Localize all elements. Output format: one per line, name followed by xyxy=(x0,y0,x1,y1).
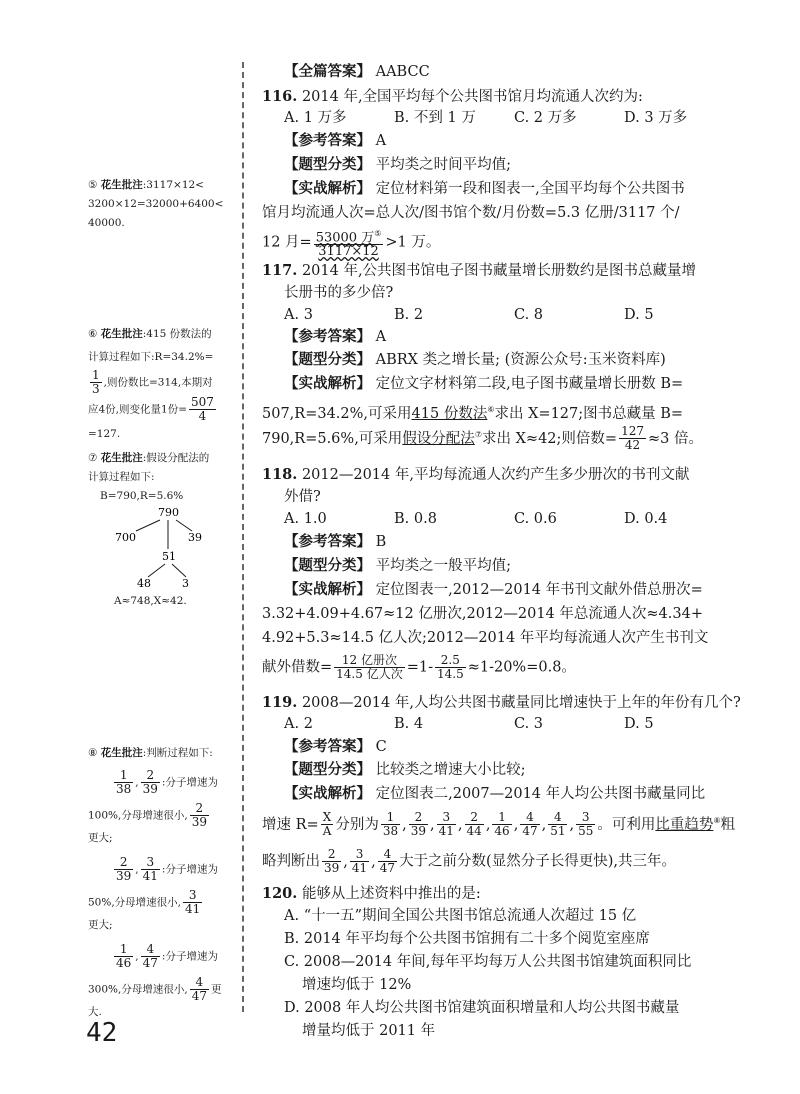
fraction: $\frac{4}{47}$ xyxy=(522,810,538,839)
q120-option-c-2: 增速均低于 12% xyxy=(302,977,412,993)
sidebar-note-6: ⑥ 花生批注:415 份数法的 计算过程如下:R=34.2%= $\frac{1}{3}$ ,则份数比=314,本期对 应4份,则变化量1份= $\frac{507}{4}$ =127. xyxy=(88,328,214,440)
q117-type: 【题型分类】 ABRX 类之增长量; (资源公众号:玉米资料库) xyxy=(284,352,666,368)
q116-answer: 【参考答案】 A xyxy=(284,133,387,149)
fraction: $\frac{3}{41}$ xyxy=(438,810,454,839)
sidebar-note-7-result: A≈748,X≈42. xyxy=(114,595,187,607)
q118-stem-2: 外借? xyxy=(284,489,321,505)
fraction: $\frac{2}{39}$ xyxy=(324,847,340,875)
q118-stem-1: 118. 2012—2014 年,平均每流通人次约产生多少册次的书刊文献 xyxy=(262,466,690,483)
tree-node-top: 790 xyxy=(158,506,179,519)
tree-edge xyxy=(148,564,165,577)
q116-stem: 116. 2014 年,全国平均每个公共图书馆月均流通人次约为: xyxy=(262,88,643,105)
column-divider xyxy=(242,62,244,1012)
q120-option-d-1: D. 2008 年人均公共图书馆建筑面积增量和人均公共图书藏量 xyxy=(284,1000,680,1016)
fraction: $\frac{2}{44}$ xyxy=(466,810,482,839)
q120-option-d-2: 增量均低于 2011 年 xyxy=(302,1023,436,1039)
sidebar-note-8: ⑧ 花生批注:判断过程如下: $\frac{1}{38}$ , $\frac{2}{39}$ :分子增速为 100%,分母增速很小, $\frac{2}{39}$ 更大; $\frac{2}{39}$ , $\frac{3}{41}$ :分子增速为 50%,分母增速很小, $\frac{3}{41}$ 更大; $\frac{1}{46}$ , $\frac{4}{47}$ :分子增速为 300%,分母增速很小, $\frac{4}{47}$ 更 大. xyxy=(88,747,222,1018)
q118-answer: 【参考答案】 B xyxy=(284,534,387,550)
tree-node-bl: 48 xyxy=(137,577,151,590)
fraction: $\frac{4}{51}$ xyxy=(550,810,566,839)
q116-analysis-3: 12 月= $\frac{53000 万^⑤}{3117\times 12}$ >1 万。 xyxy=(262,229,441,260)
fraction: $\frac{1}{38}$ xyxy=(382,810,399,839)
q117-analysis-1: 【实战解析】 定位文字材料第二段,电子图书藏量增长册数 B= xyxy=(284,376,684,392)
q117-answer: 【参考答案】 A xyxy=(284,329,387,345)
q120-option-b: B. 2014 年平均每个公共图书馆拥有二十多个阅览室座席 xyxy=(284,931,650,947)
page-number: 42 xyxy=(86,1018,118,1048)
q120-stem: 120. 能够从上述资料中推出的是: xyxy=(262,885,481,902)
q120-option-a: A. “十一五”期间全国公共图书馆总流通人次超过 15 亿 xyxy=(284,908,637,924)
tree-edge xyxy=(176,520,192,531)
q119-analysis-2: 增速 R= $\frac{X}{A}$ 分别为 $\frac{1}{38}$ , $\frac{2}{39}$ , $\frac{3}{41}$ , $\frac{2}{44}$ , $\frac{1}{46}$ , $\frac{4}{47}$ , $\frac{4}{51}$ , $\frac{3}{55}$ 。可利用比重趋势⑧粗 xyxy=(262,810,736,839)
fraction: $\frac{3}{41}$ xyxy=(351,847,368,875)
tree-edge xyxy=(136,520,160,531)
q116-analysis-1: 【实战解析】 定位材料第一段和图表一,全国平均每个公共图书 xyxy=(284,181,685,197)
q118-analysis-4: 献外借数= $\frac{\text{12 亿册次}}{\text{14.5 亿人次}}$ =1- $\frac{2.5}{14.5}$ ≈1-20%=0.8。 xyxy=(262,653,576,681)
q118-analysis-3: 4.92+5.3≈14.5 亿人次;2012—2014 年平均每流通人次产生书刊文 xyxy=(262,630,709,646)
q120-option-c-1: C. 2008—2014 年间,每年平均每万人公共图书馆建筑面积同比 xyxy=(284,954,692,970)
tree-node-mid: 51 xyxy=(162,550,176,563)
q117-stem-1: 117. 2014 年,公共图书馆电子图书藏量增长册数约是图书总藏量增 xyxy=(262,262,697,279)
q116-analysis-2: 馆月均流通人次=总人次/图书馆个数/月份数=5.3 亿册/3117 个/ xyxy=(262,205,680,221)
q119-analysis-3: 略判断出 $\frac{2}{39}$ , $\frac{3}{41}$ , $\frac{4}{47}$ 大于之前分数(显然分子长得更快),共三年。 xyxy=(262,847,676,875)
q119-answer: 【参考答案】 C xyxy=(284,739,387,755)
fraction: $\frac{2}{39}$ xyxy=(410,810,427,839)
full-answer-line: 【全篇答案】 AABCC xyxy=(284,64,430,80)
tree-node-right: 39 xyxy=(188,531,202,544)
fraction: $\frac{1}{46}$ xyxy=(494,810,510,839)
q116-type: 【题型分类】 平均类之时间平均值; xyxy=(284,157,511,173)
q119-stem: 119. 2008—2014 年,人均公共图书藏量同比增速快于上年的年份有几个? xyxy=(262,694,741,711)
q118-analysis-1: 【实战解析】 定位图表一,2012—2014 年书刊文献外借总册次= xyxy=(284,582,703,598)
q117-analysis-2: 507,R=34.2%,可采用415 份数法⑥求出 X=127;图书总藏量 B= xyxy=(262,405,684,422)
fraction: $\frac{3}{55}$ xyxy=(578,810,594,839)
q118-analysis-2: 3.32+4.09+4.67≈12 亿册次,2012—2014 年总流通人次≈4.34+ xyxy=(262,606,703,622)
q119-type: 【题型分类】 比较类之增速大小比较; xyxy=(284,762,526,778)
sidebar-note-7: ⑦ 花生批注:假设分配法的 计算过程如下: B=790,R=5.6% xyxy=(88,452,210,502)
q117-analysis-3: 790,R=5.6%,可采用假设分配法⑦求出 X≈42;则倍数= $\frac{127}{42}$ ≈3 倍。 xyxy=(262,424,703,453)
q118-type: 【题型分类】 平均类之一般平均值; xyxy=(284,558,511,574)
q117-stem-2: 长册书的多少倍? xyxy=(284,285,394,301)
tree-node-left: 700 xyxy=(115,531,136,544)
sidebar-note-5: ⑤ 花生批注:3117×12< 3200×12=32000+6400< 40000. xyxy=(88,179,224,229)
q119-analysis-1: 【实战解析】 定位图表二,2007—2014 年人均公共图书藏量同比 xyxy=(284,786,706,802)
tree-edge xyxy=(172,564,186,577)
fraction: $\frac{4}{47}$ xyxy=(379,847,396,875)
tree-node-br: 3 xyxy=(182,577,189,590)
distribution-tree-diagram xyxy=(110,505,230,595)
